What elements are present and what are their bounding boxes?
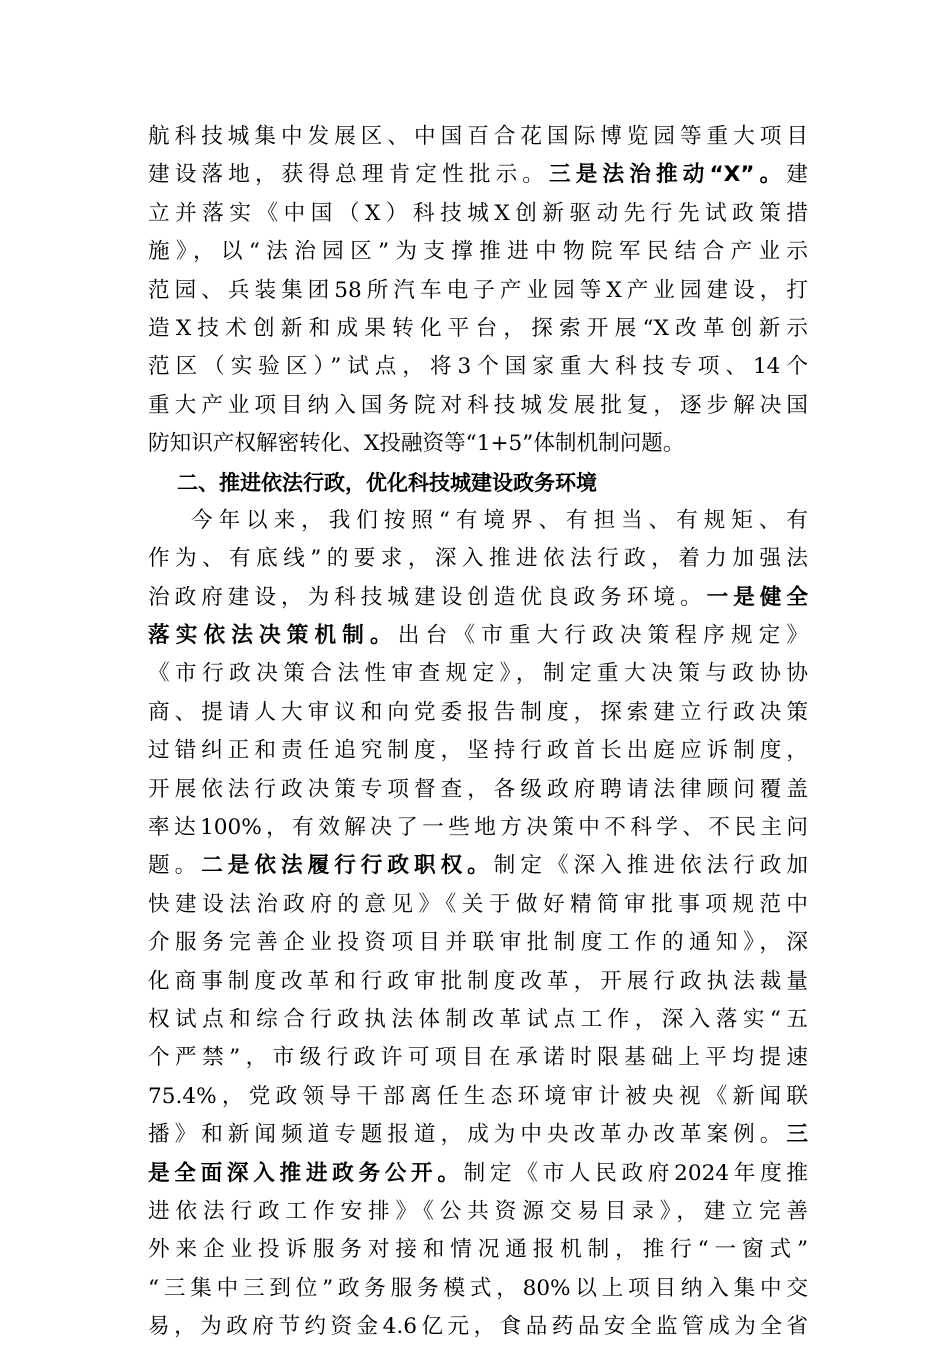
section-heading: 二、推进依法行政，优化科技城建设政务环境 [177,470,597,495]
bold-lead-phrase: 一是健全 [706,584,808,610]
text-line: 造X技术创新和成果转化平台，探索开展“X改革创新示 [148,315,808,341]
text-line: 商、提请人大审议和向党委报告制度，探索建立行政决策 [148,699,808,725]
text-run: 建设落地，获得总理肯定性批示。 [148,162,550,188]
text-line: 易，为政府节约资金4.6亿元，食品药品安全监管成为全省 [148,1314,808,1340]
text-line: 化商事制度改革和行政审批制度改革，开展行政执法裁量 [148,968,808,994]
text-line: 开展依法行政决策专项督查，各级政府聘请法律顾问覆盖 [148,776,808,802]
text-line [148,1116,808,1154]
text-line: 进依法行政工作安排》《公共资源交易目录》，建立完善 [148,1198,808,1224]
bold-lead-phrase: 二是依法履行行政职权。 [201,853,494,879]
text-line: 范园、兵装集团58所汽车电子产业园等X产业园建设，打 [148,277,808,303]
document-page [148,118,808,1347]
bold-lead-phrase: 三 [786,1122,808,1148]
text-line: 介服务完善企业投资项目并联审批制度工作的通知》，深 [148,930,808,956]
text-run: 题。 [148,853,202,879]
text-line: 权试点和综合行政执法体制改革试点工作，深入落实“五 [148,1006,808,1032]
text-run: 制定《深入推进依法行政加 [493,853,808,879]
text-line [148,617,808,655]
text-run: 治政府建设，为科技城建设创造优良政务环境。 [148,584,707,610]
text-line: 航科技城集中发展区、中国百合花国际博览园等重大项目 [148,124,808,149]
bold-lead-phrase: 落实依法决策机制。 [148,623,398,649]
text-line: 个严禁”，市级行政许可项目在承诺时限基础上平均提速 [148,1045,808,1071]
text-run: 出台《市重大行政决策程序规定》 [397,623,808,649]
text-line: 施》，以“法治园区”为支撑推进中物院军民结合产业示 [148,239,808,265]
text-line: 率达100%，有效解决了一些地方决策中不科学、不民主问 [148,815,808,841]
text-line: 外来企业投诉服务对接和情况通报机制，推行“一窗式” [148,1237,808,1263]
text-run: 播》和新闻频道专题报道，成为中央改革办改革案例。 [148,1122,787,1148]
text-line [148,579,808,617]
text-run: 建 [786,162,808,188]
text-run: 制定《市人民政府2024年度推 [463,1160,808,1186]
text-line: 防知识产权解密转化、X投融资等“1+5”体制机制问题。 [148,431,685,457]
text-line: 重大产业项目纳入国务院对科技城发展批复，逐步解决国 [148,392,808,418]
bold-lead-phrase: 是全面深入推进政务公开。 [148,1160,464,1186]
text-line: 过错纠正和责任追究制度，坚持行政首长出庭应诉制度， [148,738,808,764]
text-line: “三集中三到位”政务服务模式，80%以上项目纳入集中交 [148,1275,808,1301]
text-line: 快建设法治政府的意见》《关于做好精简审批事项规范中 [148,891,808,917]
text-line: 范区（实验区）”试点，将3个国家重大科技专项、14个 [148,354,808,380]
text-line: 今年以来，我们按照“有境界、有担当、有规矩、有 [191,507,808,533]
text-line: 作为、有底线”的要求，深入推进依法行政，着力加强法 [148,546,808,572]
text-line [148,156,808,194]
text-line: 75.4%，党政领导干部离任生态环境审计被央视《新闻联 [148,1083,808,1109]
text-line [148,847,808,885]
text-line: 《市行政决策合法性审查规定》，制定重大决策与政协协 [148,661,808,687]
text-line [148,1155,808,1193]
text-line: 立并落实《中国（X）科技城X创新驱动先行先试政策措 [148,200,808,226]
bold-lead-phrase: 三是法治推动“X”。 [549,162,787,188]
